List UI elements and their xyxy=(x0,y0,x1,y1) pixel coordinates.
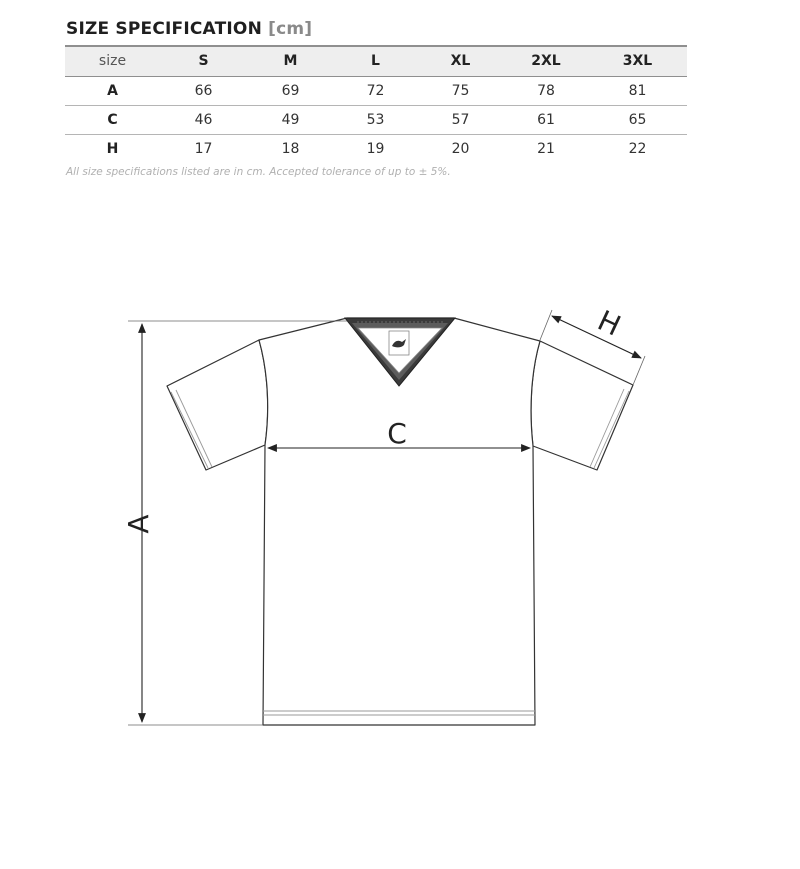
table-cell: 81 xyxy=(588,76,687,105)
table-cell: 53 xyxy=(334,105,417,134)
table-cell: 20 xyxy=(451,140,470,157)
right-sleeve xyxy=(531,341,633,470)
table-cell: 75 xyxy=(417,76,504,105)
header-size-3xl: 3XL xyxy=(588,46,687,76)
table-cell: 21 xyxy=(537,140,555,157)
table-cell: 66 xyxy=(160,76,247,105)
chest-label: C xyxy=(387,417,407,450)
row-label: C xyxy=(65,105,160,134)
table-cell: 65 xyxy=(588,105,687,134)
tolerance-note: All size specifications listed are in cm. Accepted tolerance of up to ± 5%. xyxy=(66,166,451,178)
left-sleeve xyxy=(167,340,268,470)
header-size-xl: XL xyxy=(417,46,504,76)
table-cell: 22 xyxy=(628,140,647,157)
header-size-label: size xyxy=(65,46,160,76)
header-size-2xl: 2XL xyxy=(504,46,588,76)
table-cell: 17 xyxy=(194,140,213,157)
length-label: A xyxy=(122,514,155,534)
row-label: A xyxy=(65,76,160,105)
table-cell: 61 xyxy=(504,105,588,134)
header-size-m: M xyxy=(247,46,334,76)
table-cell: 18 xyxy=(281,140,300,157)
table-cell: 72 xyxy=(334,76,417,105)
header-size-l: L xyxy=(334,46,417,76)
title-unit: [cm] xyxy=(268,19,313,39)
header-size-s: S xyxy=(160,46,247,76)
table-cell: 78 xyxy=(504,76,588,105)
table-cell: 19 xyxy=(366,140,385,157)
title-text: SIZE SPECIFICATION xyxy=(66,19,262,39)
table-cell: 57 xyxy=(417,105,504,134)
sleeve-label: H xyxy=(592,303,626,343)
table-cell: 49 xyxy=(247,105,334,134)
row-label: H xyxy=(106,140,119,157)
brand-label-icon xyxy=(389,331,409,355)
table-cell: 46 xyxy=(160,105,247,134)
table-cell: 69 xyxy=(247,76,334,105)
